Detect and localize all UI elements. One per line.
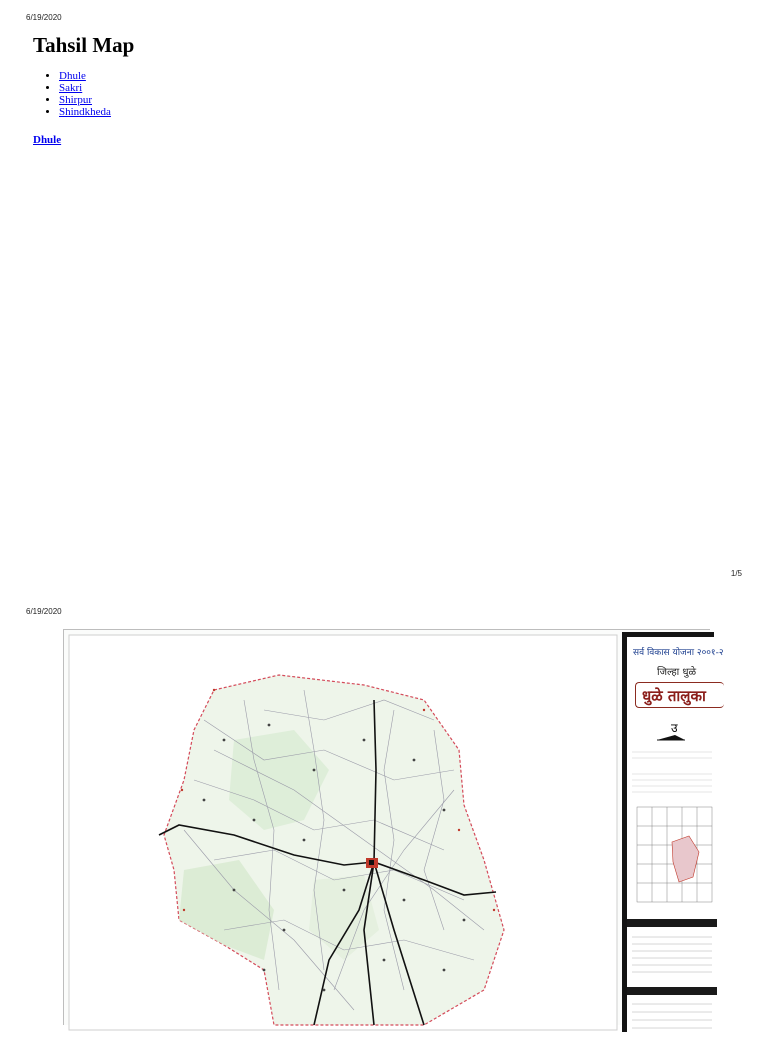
print-date: 6/19/2020 (26, 607, 62, 616)
tahsil-list (46, 70, 111, 118)
link-sakri[interactable]: Sakri (59, 82, 83, 94)
link-shindkheda[interactable]: Shindkheda (59, 106, 111, 118)
tahsil-map-image (63, 629, 724, 1025)
north-label: उ (671, 721, 678, 735)
link-shirpur[interactable]: Shirpur (59, 94, 92, 106)
list-item (59, 70, 111, 82)
link-dhule[interactable]: Dhule (59, 70, 86, 82)
page-title: Tahsil Map (33, 33, 135, 57)
print-date: 6/19/2020 (26, 13, 62, 22)
page-number: 1/5 (730, 569, 742, 578)
map-legend-panel (622, 632, 724, 1032)
legend-taluka-title: धुळे तालुका (642, 687, 706, 705)
map-drawing (64, 630, 710, 1025)
legend-district-text: जिल्हा धुळे (657, 667, 697, 678)
legend-title-box (635, 682, 724, 708)
list-item (59, 106, 111, 118)
list-item (59, 94, 111, 106)
section-heading-link[interactable]: Dhule (33, 134, 62, 146)
legend-scheme-text: सर्व विकास योजना २००१-२ (633, 648, 724, 658)
list-item (59, 82, 111, 94)
north-arrow-icon (657, 735, 685, 740)
legend-body (627, 637, 724, 1037)
legend-graphics (627, 732, 717, 1032)
